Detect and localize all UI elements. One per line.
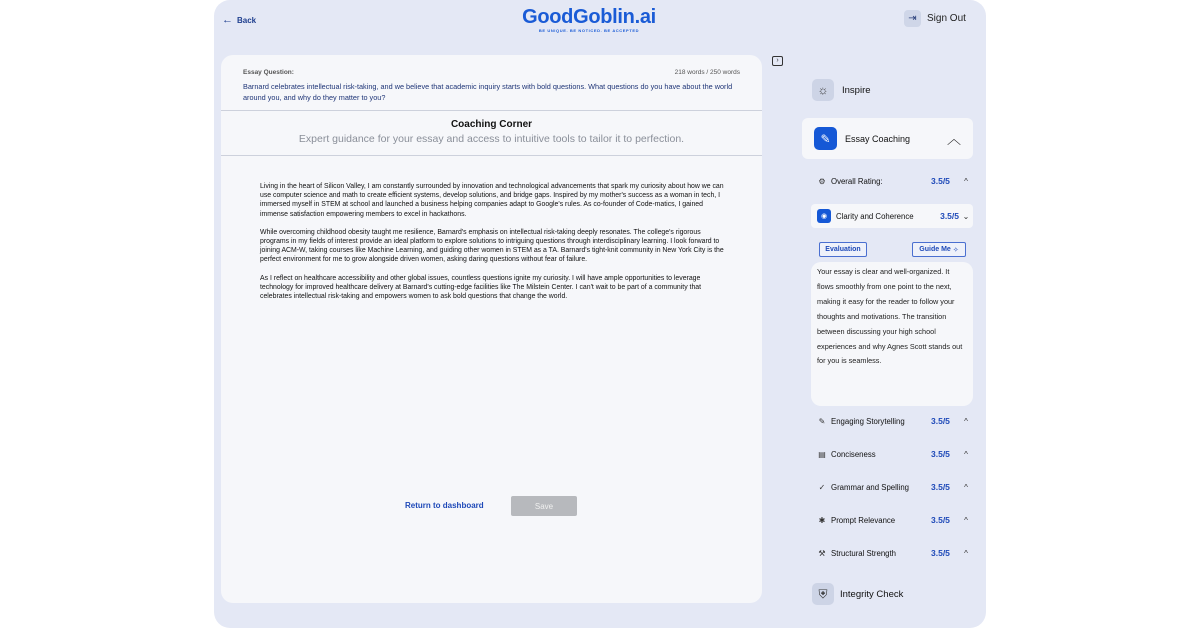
divider [221,110,762,111]
sign-out-icon: ⇥ [904,10,921,27]
back-button[interactable] [222,15,256,26]
rating-icon: ⚙ [818,176,826,186]
logo-tagline: BE UNIQUE. BE NOTICED. BE ACCEPTED [538,28,640,33]
clarity-label: Clarity and Coherence [836,211,914,221]
coaching-corner-subtitle: Expert guidance for your essay and access to intuitive tools to tailor it to perfection. [298,133,685,145]
integrity-check-label: Integrity Check [840,588,904,600]
chevron-up-icon: ^ [964,515,968,525]
chevron-up-icon[interactable]: ︿ [947,130,961,147]
overall-rating[interactable] [816,174,971,188]
metric-score: 3.5/5 [931,515,950,525]
grammar-icon: ✓ [818,482,826,492]
arrow-left-icon: ← [222,14,233,26]
save-button[interactable]: Save [511,496,577,516]
logo-text: GoodGoblin.ai [522,6,656,28]
divider [221,155,762,156]
metric-row[interactable] [816,513,971,527]
chevron-up-icon: ^ [964,548,968,558]
metric-score: 3.5/5 [931,548,950,558]
metric-score: 3.5/5 [931,416,950,426]
evaluation-text: Your essay is clear and well-organized. It flows smoothly from one point to the next, making it easy for the reader to follow your thoughts and motivations. The transition between discussing your high school experiences and why Agnes Scott stands out for you is seamless. [811,262,973,406]
collapse-panel-icon[interactable]: › [772,56,783,66]
essay-paragraph: Living in the heart of Silicon Valley, I am constantly surrounded by innovation and technological advancements that spark my curiosity about how we can use computer science and math to create efficient systems, develop solutions, and bridge gaps. Inspired by my mother's success as a woman in tech, I immersed myself in STEM at school and launched a business helping companies adapt to Google's rules. As co-founder of Code-matics, I gained immense satisfaction empowering members to excel in hackathons. [260,183,724,218]
essay-text-area[interactable] [260,182,730,310]
return-to-dashboard-link[interactable]: Return to dashboard [405,501,484,510]
overall-rating-label: Overall Rating: [831,176,883,186]
sign-out-button[interactable] [904,10,966,27]
inspire-label: Inspire [842,84,871,96]
chevron-up-icon: ^ [964,176,968,186]
sign-out-label: Sign Out [927,13,966,24]
coaching-icon: ✎ [814,127,837,150]
evaluation-tab[interactable]: Evaluation [819,242,867,257]
metric-score: 3.5/5 [931,482,950,492]
conciseness-icon: ▤ [818,449,826,459]
chevron-down-icon: ⌄ [962,211,970,221]
storytelling-icon: ✎ [818,416,826,426]
clarity-coherence-metric[interactable] [811,204,973,228]
metric-label: Structural Strength [831,548,897,558]
sparkle-icon: ✧ [952,246,959,254]
metric-row[interactable] [816,546,971,560]
coaching-corner-title: Coaching Corner [450,119,533,130]
back-label: Back [237,16,257,25]
essay-coaching-label: Essay Coaching [845,133,911,144]
app-frame [214,0,986,628]
inspire-button[interactable] [812,79,871,101]
metric-label: Engaging Storytelling [831,416,905,426]
integrity-check-button[interactable] [812,583,903,605]
essay-question-text: Barnard celebrates intellectual risk-taking, and we believe that academic inquiry starts with bold questions. What questions do you have about the world around you, and why do they matter to you? [243,82,733,102]
metric-score: 3.5/5 [931,449,950,459]
structure-icon: ⚒ [818,548,826,558]
metric-row[interactable] [816,447,971,461]
essay-coaching-card[interactable] [802,118,973,159]
metric-label: Grammar and Spelling [831,482,910,492]
essay-question-label: Essay Question: [243,69,294,76]
chevron-up-icon: ^ [964,416,968,426]
clarity-score: 3.5/5 [940,211,959,221]
essay-paragraph: As I reflect on healthcare accessibility and other global issues, countless questions ignite my curiosity. I will have ample opportunities to leverage technology for improved healthcare delivery at Barnard's cutting-edge facilities like The Milstein Center. I can't wait to be part of a community that celebrates intellectual risk-taking and empowers women to ask bold questions that change the world. [260,274,702,301]
guide-me-tab[interactable] [912,242,966,257]
logo [514,6,664,33]
prompt-icon: ✱ [818,515,826,525]
clarity-icon: ◉ [817,209,831,223]
metric-label: Conciseness [831,449,876,459]
overall-rating-score: 3.5/5 [931,176,950,186]
lightbulb-icon: ☼ [812,79,834,101]
metric-row[interactable] [816,414,971,428]
chevron-up-icon: ^ [964,449,968,459]
metric-label: Prompt Relevance [831,515,896,525]
essay-editor-panel [221,55,762,603]
shield-icon: ⛨ [812,583,834,605]
metric-row[interactable] [816,480,971,494]
guide-me-label: Guide Me [919,246,951,253]
word-count: 218 words / 250 words [674,69,740,76]
chevron-up-icon: ^ [964,482,968,492]
essay-paragraph: While overcoming childhood obesity taught me resilience, Barnard's emphasis on intellectual risk-taking deeply resonates. The college's rigorous programs in my fields of interest provide an ideal platform to explore solutions to intriguing questions through interdisciplinary learning. I look forward to joining ACM-W, taking courses like Machine Learning, and guiding other women in STEM as a TA. Barnard's tight-knit community in New York City is the perfect environment for me to grow alongside driven women, asking daring questions without fear of failure. [260,228,724,264]
